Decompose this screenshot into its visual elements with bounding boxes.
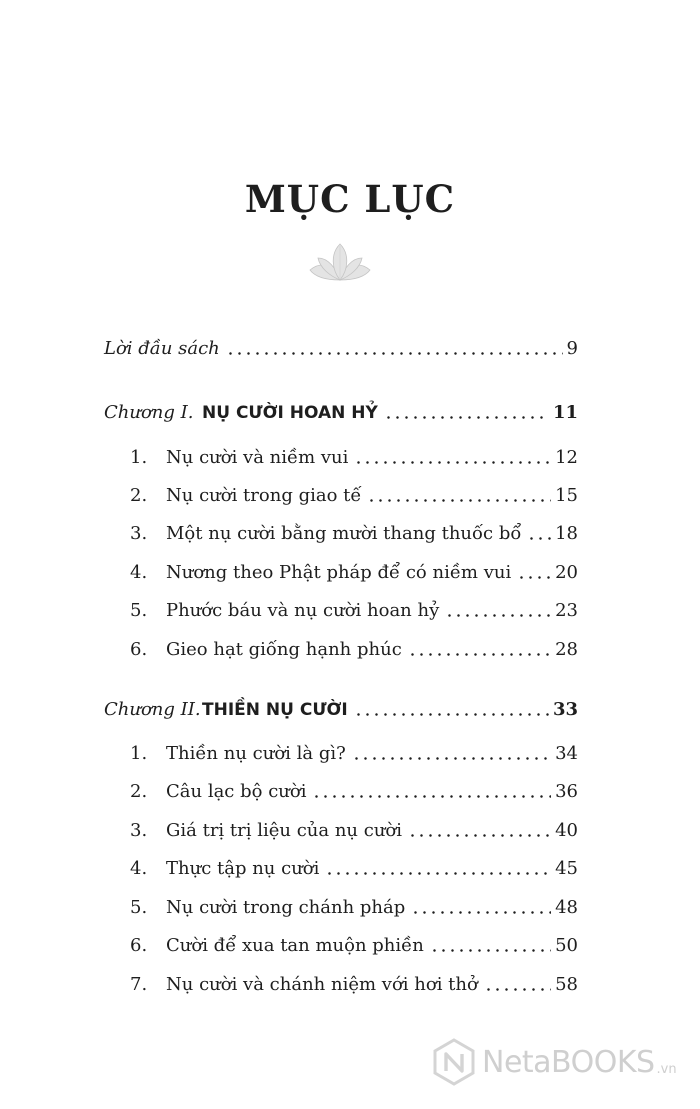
toc-item[interactable] — [130, 631, 578, 661]
toc-item[interactable] — [130, 889, 578, 919]
item-number: 3. — [130, 523, 148, 544]
dot-leader — [354, 461, 551, 464]
dot-leader — [484, 988, 551, 991]
dot-leader — [367, 499, 551, 502]
item-title: Phước báu và nụ cười hoan hỷ — [166, 600, 440, 621]
dot-leader — [312, 795, 551, 798]
item-number: 2. — [130, 485, 148, 506]
toc-item[interactable] — [130, 592, 578, 622]
item-number: 1. — [130, 743, 148, 764]
item-title: Nụ cười và niềm vui — [166, 447, 349, 468]
toc-item[interactable] — [130, 439, 578, 469]
toc-item[interactable] — [130, 850, 578, 880]
item-title: Thiền nụ cười là gì? — [166, 743, 346, 764]
dot-leader — [325, 872, 551, 875]
toc-item[interactable] — [130, 812, 578, 842]
toc-item[interactable] — [130, 515, 578, 545]
item-number: 1. — [130, 447, 148, 468]
page-number: 12 — [555, 447, 578, 468]
chapter-title: THIỀN NỤ CƯỜI — [202, 700, 348, 720]
item-number: 5. — [130, 897, 148, 918]
item-title: Thực tập nụ cười — [166, 858, 320, 879]
chapter-heading[interactable] — [104, 691, 578, 721]
page-number: 45 — [555, 858, 578, 879]
chapter-label: Chương I. — [104, 402, 194, 423]
page-number: 28 — [555, 639, 578, 660]
chapter-heading[interactable] — [104, 394, 578, 424]
dot-leader — [408, 653, 551, 656]
item-title: Nụ cười và chánh niệm với hơi thở — [166, 974, 478, 995]
item-title: Nụ cười trong giao tế — [166, 485, 362, 506]
toc-item[interactable] — [130, 966, 578, 996]
page-number: 33 — [552, 699, 578, 720]
item-number: 3. — [130, 820, 148, 841]
page-number: 40 — [555, 820, 578, 841]
page-number: 48 — [555, 897, 578, 918]
dot-leader — [408, 834, 551, 837]
item-title: Gieo hạt giống hạnh phúc — [166, 639, 402, 660]
page-number: 58 — [555, 974, 578, 995]
item-number: 6. — [130, 639, 148, 660]
item-title: Câu lạc bộ cười — [166, 781, 307, 802]
item-title: Cười để xua tan muộn phiền — [166, 935, 424, 956]
item-title: Một nụ cười bằng mười thang thuốc bổ — [166, 523, 522, 544]
dot-leader — [411, 911, 551, 914]
watermark-text: NetaBOOKS — [482, 1044, 655, 1080]
dot-leader — [430, 949, 551, 952]
page-number: 50 — [555, 935, 578, 956]
page-number: 11 — [552, 402, 578, 423]
item-number: 2. — [130, 781, 148, 802]
watermark-suffix: .vn — [656, 1061, 677, 1077]
page-number: 36 — [555, 781, 578, 802]
dot-leader — [226, 352, 563, 355]
dot-leader — [445, 614, 551, 617]
page-number: 34 — [555, 743, 578, 764]
page-number: 18 — [555, 523, 578, 544]
toc-item[interactable] — [130, 773, 578, 803]
item-number: 6. — [130, 935, 148, 956]
item-title: Giá trị trị liệu của nụ cười — [166, 820, 403, 841]
dot-leader — [384, 416, 549, 419]
item-number: 4. — [130, 858, 148, 879]
dot-leader — [352, 757, 551, 760]
netabooks-logo-icon — [432, 1038, 476, 1086]
page-number: 20 — [555, 562, 578, 583]
preface-label: Lời đầu sách — [104, 338, 220, 359]
dot-leader — [354, 713, 549, 716]
item-title: Nụ cười trong chánh pháp — [166, 897, 406, 918]
toc-preface[interactable] — [104, 330, 578, 360]
item-title: Nương theo Phật pháp để có niềm vui — [166, 562, 512, 583]
page-title: MỤC LỤC — [244, 177, 456, 221]
item-number: 4. — [130, 562, 148, 583]
chapter-title: NỤ CƯỜI HOAN HỶ — [202, 403, 378, 423]
item-number: 7. — [130, 974, 148, 995]
item-number: 5. — [130, 600, 148, 621]
dot-leader — [517, 576, 551, 579]
chapter-label: Chương II. — [104, 699, 201, 720]
lotus-ornament-icon — [308, 240, 372, 288]
toc-item[interactable] — [130, 927, 578, 957]
toc-item[interactable] — [130, 477, 578, 507]
dot-leader — [527, 537, 551, 540]
page-number: 23 — [555, 600, 578, 621]
toc-item[interactable] — [130, 735, 578, 765]
page-number: 15 — [555, 485, 578, 506]
page-number: 9 — [566, 338, 578, 359]
watermark — [432, 1032, 692, 1092]
toc-item[interactable] — [130, 554, 578, 584]
